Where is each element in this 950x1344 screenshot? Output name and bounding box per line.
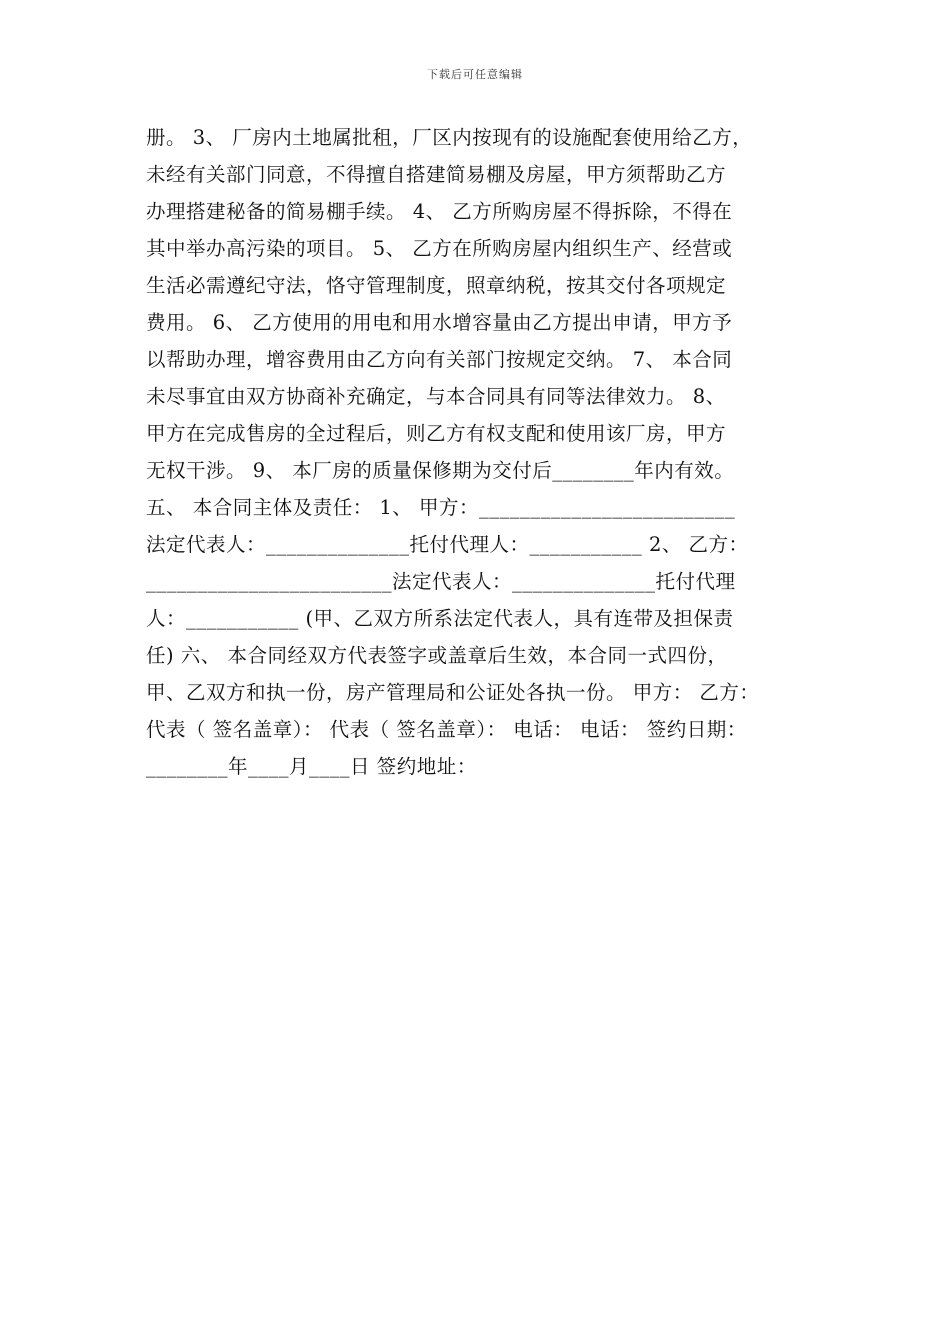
body-line: 册。 3、 厂房内土地属批租，厂区内按现有的设施配套使用给乙方，	[146, 126, 753, 149]
page-header: 下载后可任意编辑	[427, 68, 523, 81]
body-line: 无权干涉。 9、 本厂房的质量保修期为交付后________年内有效。	[146, 459, 735, 482]
body-line: 代表（ 签名盖章）： 代表（ 签名盖章）： 电话： 电话： 签约日期：	[146, 718, 747, 741]
body-line: 任) 六、 本合同经双方代表签字或盖章后生效，本合同一式四份，	[146, 644, 728, 667]
body-line: ________________________法定代表人：______________托付代理	[146, 570, 736, 593]
body-line: 法定代表人：______________托付代理人：___________ 2、 乙方：	[146, 533, 749, 556]
body-line: 人：___________ (甲、乙双方所系法定代表人，具有连带及担保责	[146, 607, 734, 630]
body-line: ________年____月____日 签约地址：	[146, 755, 477, 778]
body-line: 未尽事宜由双方协商补充确定，与本合同具有同等法律效力。 8、	[146, 385, 726, 408]
body-line: 未经有关部门同意，不得擅自搭建简易棚及房屋，甲方须帮助乙方	[146, 163, 727, 186]
body-line: 甲方在完成售房的全过程后，则乙方有权支配和使用该厂房，甲方	[146, 422, 727, 445]
body-line: 以帮助办理，增容费用由乙方向有关部门按规定交纳。 7、 本合同	[146, 348, 733, 371]
body-line: 办理搭建秘备的简易棚手续。 4、 乙方所购房屋不得拆除，不得在	[146, 200, 733, 223]
body-line: 其中举办高污染的项目。 5、 乙方在所购房屋内组织生产、经营或	[146, 237, 733, 260]
body-line: 生活必需遵纪守法，恪守管理制度，照章纳税，按其交付各项规定	[146, 274, 727, 297]
body-line: 费用。 6、 乙方使用的用电和用水增容量由乙方提出申请，甲方予	[146, 311, 733, 334]
body-line: 甲、乙双方和执一份，房产管理局和公证处各执一份。 甲方： 乙方：	[146, 681, 760, 704]
body-line: 五、 本合同主体及责任： 1、 甲方：_________________________	[146, 496, 736, 519]
document-body	[146, 119, 818, 785]
